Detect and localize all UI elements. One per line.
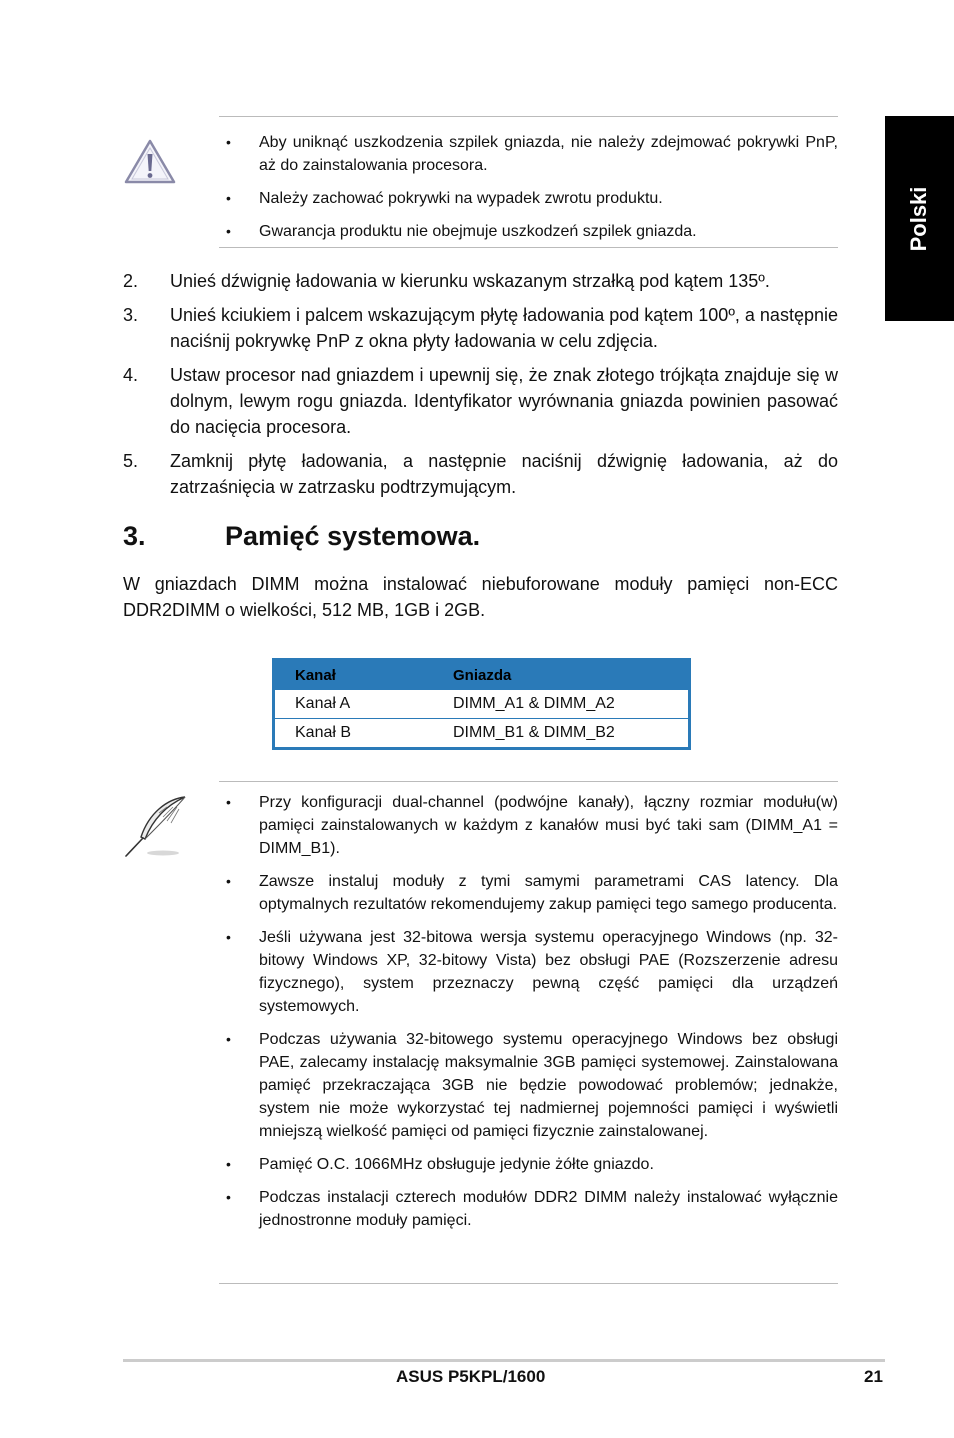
step-item: 4. Ustaw procesor nad gniazdem i upewnij się, że znak złotego trójkąta znajduje się w dolnym, lewym rogu gniazda. Identyfikator wyrównania gniazda powinien pasować do nacięcia procesora.: [123, 365, 838, 437]
list-item: • Należy zachować pokrywki na wypadek zwrotu produktu.: [226, 190, 663, 207]
column-header-channel: Kanał: [274, 660, 434, 691]
note-list: [224, 791, 838, 1242]
caution-top-rule: [219, 116, 838, 117]
list-item: • Przy konfiguracji dual-channel (podwójne kanały), łączny rozmiar modułu(w) pamięci zainstalowanych w każdym z kanałów musi być taki sam (DIMM_A1 = DIMM_B1).: [226, 794, 838, 857]
section-number: 3.: [123, 521, 146, 551]
section-intro: W gniazdach DIMM można instalować niebuforowane moduły pamięci non-ECC DDR2DIMM o wielkości, 512 MB, 1GB i 2GB.: [123, 574, 838, 620]
list-item: • Gwarancja produktu nie obejmuje uszkodzeń szpilek gniazda.: [226, 223, 697, 240]
installation-steps: [123, 268, 838, 508]
section-heading: [123, 521, 480, 552]
step-item: 3. Unieś kciukiem i palcem wskazującym płytę ładowania pod kątem 100º, a następnie naciśnij pokrywkę PnP z okna płyty ładowania w celu zdjęcia.: [123, 305, 838, 351]
table-cell: Kanał A: [274, 690, 434, 719]
language-tab: [885, 116, 954, 321]
caution-box: [123, 116, 838, 248]
list-item: • Pamięć O.C. 1066MHz obsługuje jedynie żółte gniazdo.: [226, 1156, 654, 1173]
column-header-sockets: Gniazda: [433, 660, 690, 691]
list-item: • Aby uniknąć uszkodzenia szpilek gniazda, nie należy zdejmować pokrywki PnP, aż do zainstalowania procesora.: [226, 134, 838, 174]
step-item: 5. Zamknij płytę ładowania, a następnie naciśnij dźwignię ładowania, aż do zatrzaśnięcia w zatrzasku podtrzymującym.: [123, 451, 838, 497]
note-box: [123, 781, 838, 1284]
caution-bottom-rule: [219, 247, 838, 248]
list-item: • Zawsze instaluj moduły z tymi samymi parametrami CAS latency. Dla optymalnych rezultatów rekomendujemy zakup pamięci tego samego producenta.: [226, 873, 838, 913]
feather-pen-icon: [123, 793, 189, 864]
dimm-channel-table: [272, 658, 691, 750]
language-tab-label: Polski: [906, 186, 931, 252]
note-bottom-rule: [219, 1283, 838, 1284]
footer-rule: [123, 1359, 885, 1362]
table-header-row: [274, 660, 690, 691]
table-cell: DIMM_B1 & DIMM_B2: [453, 724, 615, 741]
list-item: • Podczas instalacji czterech modułów DDR2 DIMM należy instalować wyłącznie jednostronne moduły pamięci.: [226, 1189, 838, 1229]
table-row: [274, 690, 690, 719]
table-cell: Kanał B: [295, 724, 352, 741]
list-item: • Podczas używania 32-bitowego systemu operacyjnego Windows bez obsługi PAE, zalecamy instalację maksymalnie 3GB pamięci systemowej. Zainstalowana pamięć przekraczająca 3GB nie będzie powodować problemów; jednakże, system nie może wykorzystać tej nadmiernej pojemności pamięci i wyświetli mniejszą wielkość pamięci od pamięci fizycznie zainstalowanej.: [226, 1031, 838, 1140]
table-row: [274, 719, 690, 749]
footer-page-number: 21: [864, 1367, 883, 1386]
note-top-rule: [219, 781, 838, 782]
section-title-text: Pamięć systemowa.: [225, 521, 481, 551]
table-cell: DIMM_A1 & DIMM_A2: [433, 690, 690, 719]
caution-list: [224, 131, 838, 253]
footer-product-name: ASUS P5KPL/1600: [396, 1367, 546, 1386]
list-item: • Jeśli używana jest 32-bitowa wersja systemu operacyjnego Windows (np. 32-bitowy Windows XP, 32-bitowy Vista) bez obsługi PAE (Rozszerzenie adresu fizycznego), system przeznaczy pewną część pamięci dla urządzeń systemowych.: [226, 929, 838, 1015]
step-item: 2. Unieś dźwignię ładowania w kierunku wskazanym strzałką pod kątem 135º.: [123, 271, 770, 291]
warning-triangle-icon: [123, 138, 177, 191]
